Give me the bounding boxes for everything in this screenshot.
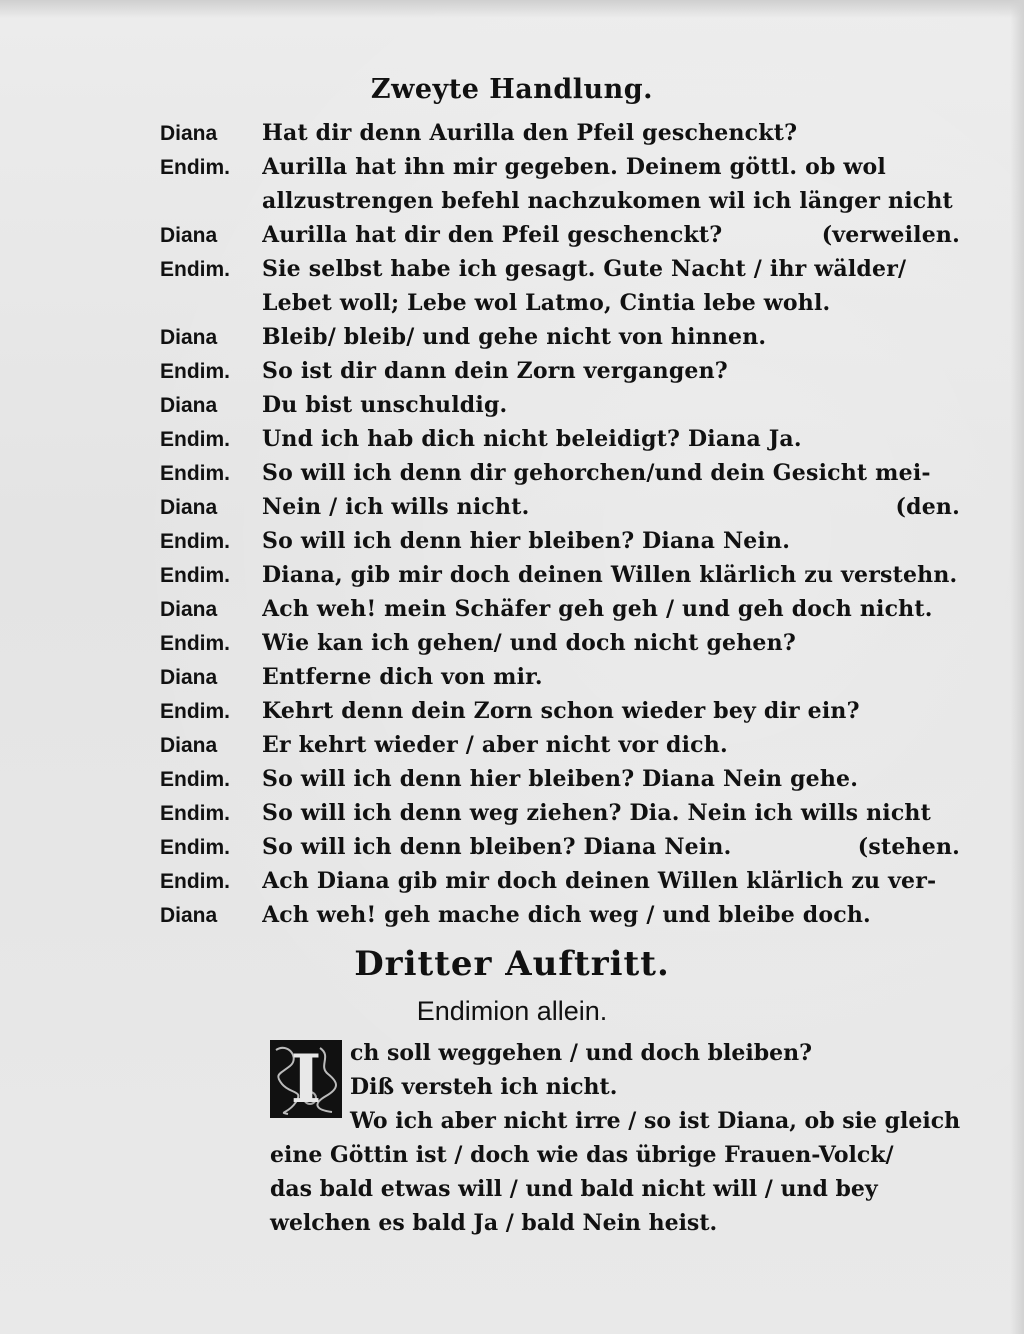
speech-text: Wie kan ich gehen/ und doch nicht gehen? [262,630,796,656]
dialogue-row [160,354,960,388]
speech-text: Aurilla hat ihn mir gegeben. Deinem göttl. ob wol [262,154,886,180]
dialogue-row [160,558,960,592]
speech-text: So will ich denn dir gehorchen/und dein Gesicht mei- [262,460,931,486]
speech-line [262,150,960,184]
speech-text: Aurilla hat dir den Pfeil geschenckt? [262,222,723,248]
speech-line [262,728,960,762]
dialogue-row [160,830,960,864]
speech-text: Ach weh! mein Schäfer geh geh / und geh doch nicht. [262,596,933,622]
monologue [270,1036,960,1240]
speaker-name: Diana [160,394,218,417]
speech-tail: (stehen. [857,834,960,860]
dialogue-row [160,218,960,252]
speech-line [262,184,960,218]
speech-line [262,456,960,490]
speaker-name: Endim. [160,530,231,553]
speech-text: Er kehrt wieder / aber nicht vor dich. [262,732,728,758]
dialogue-row [160,592,960,626]
speaker-name: Endim. [160,462,231,485]
speech-line [262,490,960,524]
speaker-name: Endim. [160,632,231,655]
speech-line [262,694,960,728]
dialogue-row [160,694,960,728]
speech-text: Und ich hab dich nicht beleidigt? Diana Ja. [262,426,802,452]
speaker-name: Endim. [160,360,231,383]
speech-line [262,388,960,422]
speech-text: Du bist unschuldig. [262,392,508,418]
dialogue-row [160,796,960,830]
speech-text: Entferne dich von mir. [262,664,543,690]
dialogue-row [160,728,960,762]
dialogue-row [160,422,960,456]
speech-line [262,626,960,660]
speech-text: Lebet woll; Lebe wol Latmo, Cintia lebe wohl. [262,290,831,316]
monologue-line: Wo ich aber nicht irre / so ist Diana, ob sie gleich [350,1108,961,1134]
dialogue-row [160,626,960,660]
speech-line [262,898,960,932]
dialogue-row [160,320,960,354]
speaker-name: Endim. [160,802,231,825]
dialogue-row [160,388,960,422]
dialogue-block [160,116,960,932]
speech-line [262,252,960,286]
dialogue-row [160,150,960,184]
speaker-name: Endim. [160,768,231,791]
speech-line [262,422,960,456]
speech-text: So will ich denn hier bleiben? Diana Nein gehe. [262,766,859,792]
speaker-name: Endim. [160,428,231,451]
speaker-name: Diana [160,734,218,757]
dialogue-row [160,864,960,898]
speech-line [262,864,960,898]
speaker-name: Diana [160,904,218,927]
speech-line [262,320,960,354]
monologue-line: ch soll weggehen / und doch bleiben? [350,1040,813,1066]
speaker-name: Diana [160,598,218,621]
speech-line [262,558,960,592]
speech-text: Sie selbst habe ich gesagt. Gute Nacht / ihr wälder/ [262,256,907,282]
speech-line [262,592,960,626]
speech-text: So will ich denn bleiben? Diana Nein. [262,834,732,860]
monologue-line: das bald etwas will / und bald nicht will / und bey [270,1176,878,1202]
dialogue-row [160,898,960,932]
speech-text: Kehrt denn dein Zorn schon wieder bey dir ein? [262,698,860,724]
scene-title: Dritter Auftritt. [354,944,670,984]
monologue-line: welchen es bald Ja / bald Nein heist. [270,1210,718,1236]
dialogue-row [160,286,960,320]
speech-line [262,354,960,388]
page-header: Zweyte Handlung. [370,74,654,105]
speech-tail: (den. [895,494,960,520]
speech-text: So will ich denn weg ziehen? Dia. Nein ich wills nicht [262,800,931,826]
dialogue-row [160,524,960,558]
monologue-line: Diß versteh ich nicht. [350,1074,618,1100]
speaker-name: Diana [160,496,218,519]
speaker-name: Endim. [160,156,231,179]
speech-text: Diana, gib mir doch deinen Willen klärlich zu verstehn. [262,562,958,588]
speech-text: So ist dir dann dein Zorn vergangen? [262,358,728,384]
speaker-name: Diana [160,122,218,145]
speech-text: Bleib/ bleib/ und gehe nicht von hinnen. [262,324,767,350]
speech-line [262,660,960,694]
speech-line [262,218,960,252]
speech-text: Ach Diana gib mir doch deinen Willen klärlich zu ver- [262,868,937,894]
dialogue-row [160,660,960,694]
speaker-name: Diana [160,666,218,689]
speech-text: Ach weh! geh mache dich weg / und bleibe doch. [262,902,871,928]
dialogue-row [160,762,960,796]
speaker-name: Endim. [160,836,231,859]
initial-letter: I [290,1040,322,1118]
speaker-name: Endim. [160,870,231,893]
speaker-name: Diana [160,224,218,247]
speech-line [262,524,960,558]
speech-text: allzustrengen befehl nachzukomen wil ich länger nicht [262,188,953,214]
speech-line [262,830,960,864]
speaker-name: Endim. [160,700,231,723]
monologue-line: eine Göttin ist / doch wie das übrige Frauen-Volck/ [270,1142,894,1168]
speech-text: So will ich denn hier bleiben? Diana Nein. [262,528,791,554]
speaker-name: Endim. [160,564,231,587]
speech-line [262,286,960,320]
dialogue-row [160,116,960,150]
dialogue-row [160,252,960,286]
scene-subtitle: Endimion allein. [416,996,608,1026]
dialogue-row [160,490,960,524]
speech-text: Hat dir denn Aurilla den Pfeil geschenckt? [262,120,798,146]
speech-line [262,762,960,796]
dialogue-row [160,184,960,218]
speech-tail: (verweilen. [821,222,960,248]
speech-line [262,796,960,830]
speaker-name: Diana [160,326,218,349]
dialogue-row [160,456,960,490]
speech-line [262,116,960,150]
speaker-name: Endim. [160,258,231,281]
speech-text: Nein / ich wills nicht. [262,494,530,520]
